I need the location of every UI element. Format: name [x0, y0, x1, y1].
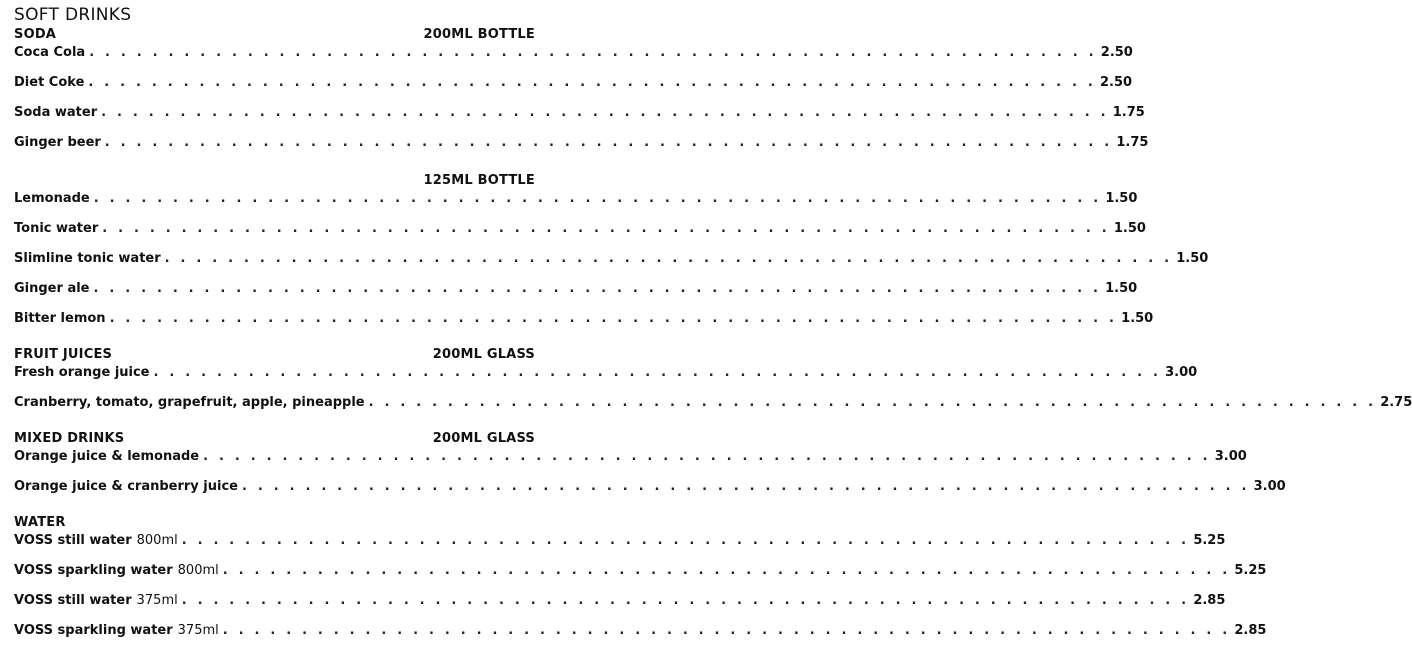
item-volume: 800ml — [136, 533, 178, 548]
item-price: 1.50 — [1105, 191, 1138, 206]
serving-size-label: 200ML GLASS — [432, 347, 535, 362]
item-name: VOSS still water — [14, 593, 132, 608]
dot-leader: . . . . . . . . . . . . . . . . . . . . . . . . . . . . . . . . . . . . . . . . . . . . . . . . . . . . . . . . . . . . . . . . — [153, 365, 1162, 380]
section-fruit-juices — [14, 346, 1412, 412]
menu-item — [14, 532, 1226, 550]
section-header — [14, 514, 535, 532]
item-price: 1.75 — [1112, 105, 1145, 120]
menu-item — [14, 592, 1226, 610]
menu-title: SOFT DRINKS — [14, 5, 132, 25]
item-name: Orange juice & cranberry juice — [14, 479, 238, 494]
section-header — [14, 346, 535, 364]
item-price: 5.25 — [1193, 533, 1226, 548]
dot-leader: . . . . . . . . . . . . . . . . . . . . . . . . . . . . . . . . . . . . . . . . . . . . . . . . . . . . . . . . . . . . . . . . — [89, 45, 1097, 60]
menu-item — [14, 220, 1146, 238]
item-volume: 375ml — [136, 593, 178, 608]
section-header — [14, 430, 535, 448]
item-volume: 800ml — [177, 563, 219, 578]
item-name: Bitter lemon — [14, 311, 106, 326]
menu-item — [14, 134, 1149, 152]
item-price: 1.50 — [1176, 251, 1209, 266]
dot-leader: . . . . . . . . . . . . . . . . . . . . . . . . . . . . . . . . . . . . . . . . . . . . . . . . . . . . . . . . . . . . . . . . — [181, 593, 1190, 608]
menu-item — [14, 250, 1209, 268]
item-name: Tonic water — [14, 221, 99, 236]
item-price: 2.85 — [1193, 593, 1226, 608]
item-price: 1.50 — [1121, 311, 1154, 326]
menu-item — [14, 448, 1247, 466]
section-heading: FRUIT JUICES — [14, 347, 113, 362]
dot-leader: . . . . . . . . . . . . . . . . . . . . . . . . . . . . . . . . . . . . . . . . . . . . . . . . . . . . . . . . . . . . . . . . — [102, 221, 1110, 236]
menu-item — [14, 310, 1154, 328]
menu-item — [14, 190, 1138, 208]
item-name: VOSS still water — [14, 533, 132, 548]
item-name: Ginger ale — [14, 281, 90, 296]
serving-size-label: 200ML BOTTLE — [423, 27, 535, 42]
item-name: VOSS sparkling water — [14, 563, 173, 578]
item-name: Lemonade — [14, 191, 90, 206]
item-price: 1.50 — [1105, 281, 1138, 296]
menu-item — [14, 280, 1138, 298]
menu-item — [14, 44, 1133, 62]
menu-page — [14, 4, 1412, 640]
item-name: Diet Coke — [14, 75, 85, 90]
item-volume: 375ml — [177, 623, 219, 638]
item-price: 2.85 — [1234, 623, 1267, 638]
item-name: Fresh orange juice — [14, 365, 150, 380]
section-heading: MIXED DRINKS — [14, 431, 125, 446]
item-name: Coca Cola — [14, 45, 86, 60]
menu-item — [14, 364, 1198, 382]
item-name: Slimline tonic water — [14, 251, 161, 266]
section-subheader — [14, 172, 535, 190]
menu-item — [14, 74, 1133, 92]
item-name: Cranberry, tomato, grapefruit, apple, pineapple — [14, 395, 365, 410]
menu-item — [14, 394, 1412, 412]
dot-leader: . . . . . . . . . . . . . . . . . . . . . . . . . . . . . . . . . . . . . . . . . . . . . . . . . . . . . . . . . . . . . . . . — [93, 191, 1102, 206]
section-soda — [14, 26, 1209, 328]
dot-leader: . . . . . . . . . . . . . . . . . . . . . . . . . . . . . . . . . . . . . . . . . . . . . . . . . . . . . . . . . . . . . . . . — [203, 449, 1211, 464]
serving-size-label: 125ML BOTTLE — [423, 173, 535, 188]
section-heading: WATER — [14, 515, 66, 530]
item-name: Ginger beer — [14, 135, 101, 150]
dot-leader: . . . . . . . . . . . . . . . . . . . . . . . . . . . . . . . . . . . . . . . . . . . . . . . . . . . . . . . . . . . . . . . . — [101, 105, 1109, 120]
menu-item — [14, 478, 1286, 496]
serving-size-label: 200ML GLASS — [432, 431, 535, 446]
dot-leader: . . . . . . . . . . . . . . . . . . . . . . . . . . . . . . . . . . . . . . . . . . . . . . . . . . . . . . . . . . . . . . . . — [104, 135, 1113, 150]
item-price: 1.75 — [1116, 135, 1149, 150]
menu-item — [14, 562, 1267, 580]
dot-leader: . . . . . . . . . . . . . . . . . . . . . . . . . . . . . . . . . . . . . . . . . . . . . . . . . . . . . . . . . . . . . . . . — [222, 623, 1231, 638]
dot-leader: . . . . . . . . . . . . . . . . . . . . . . . . . . . . . . . . . . . . . . . . . . . . . . . . . . . . . . . . . . . . . . . . — [222, 563, 1231, 578]
dot-leader: . . . . . . . . . . . . . . . . . . . . . . . . . . . . . . . . . . . . . . . . . . . . . . . . . . . . . . . . . . . . . . . . — [93, 281, 1102, 296]
dot-leader: . . . . . . . . . . . . . . . . . . . . . . . . . . . . . . . . . . . . . . . . . . . . . . . . . . . . . . . . . . . . . . . . — [181, 533, 1190, 548]
item-price: 3.00 — [1253, 479, 1286, 494]
dot-leader: . . . . . . . . . . . . . . . . . . . . . . . . . . . . . . . . . . . . . . . . . . . . . . . . . . . . . . . . . . . . . . . . — [88, 75, 1096, 90]
item-price: 1.50 — [1113, 221, 1146, 236]
item-price: 2.75 — [1380, 395, 1412, 410]
menu-item — [14, 104, 1145, 122]
item-name: VOSS sparkling water — [14, 623, 173, 638]
item-price: 2.50 — [1099, 75, 1133, 90]
section-heading: SODA — [14, 27, 57, 42]
item-price: 3.00 — [1214, 449, 1247, 464]
dot-leader: . . . . . . . . . . . . . . . . . . . . . . . . . . . . . . . . . . . . . . . . . . . . . . . . . . . . . . . . . . . . . . . . — [164, 251, 1173, 266]
item-price: 2.50 — [1100, 45, 1133, 60]
section-mixed-drinks — [14, 430, 1286, 496]
item-price: 5.25 — [1234, 563, 1267, 578]
section-water — [14, 514, 1267, 640]
item-name: Orange juice & lemonade — [14, 449, 200, 464]
dot-leader: . . . . . . . . . . . . . . . . . . . . . . . . . . . . . . . . . . . . . . . . . . . . . . . . . . . . . . . . . . . . . . . . — [242, 479, 1250, 494]
item-price: 3.00 — [1165, 365, 1198, 380]
menu-item — [14, 622, 1267, 640]
item-name: Soda water — [14, 105, 98, 120]
dot-leader: . . . . . . . . . . . . . . . . . . . . . . . . . . . . . . . . . . . . . . . . . . . . . . . . . . . . . . . . . . . . . . . . — [109, 311, 1118, 326]
dot-leader: . . . . . . . . . . . . . . . . . . . . . . . . . . . . . . . . . . . . . . . . . . . . . . . . . . . . . . . . . . . . . . . . — [368, 395, 1377, 410]
section-header — [14, 26, 535, 44]
